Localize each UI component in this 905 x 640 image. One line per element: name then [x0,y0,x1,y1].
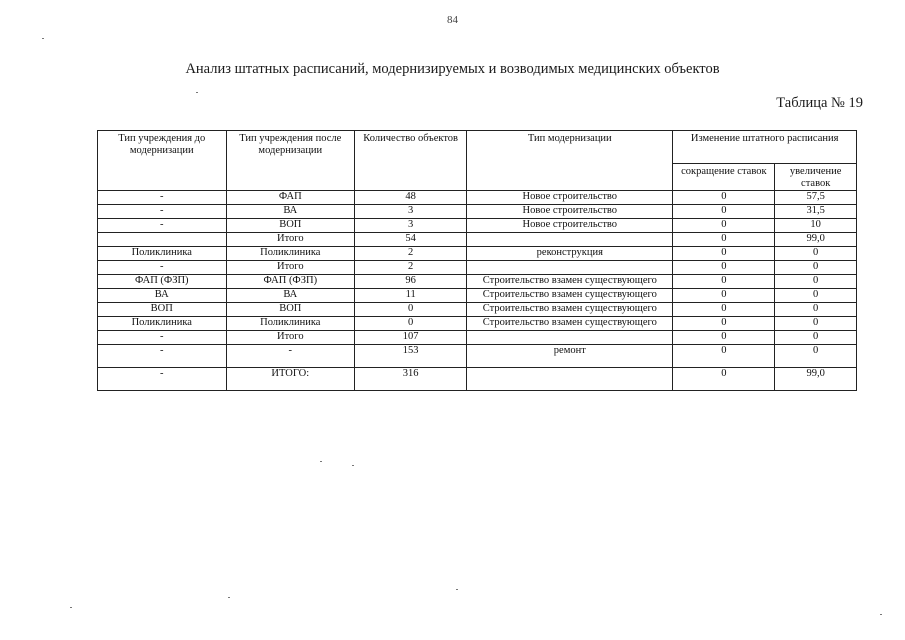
cell-reduction: 0 [673,289,775,303]
cell-modernization [467,233,673,247]
cell-increase: 10 [775,219,857,233]
cell-increase: 0 [775,261,857,275]
cell-modernization: ремонт [467,345,673,368]
header-reduction: сокращение ставок [673,164,775,191]
table-row [98,368,857,391]
cell-modernization: реконструкция [467,247,673,261]
table-row [98,317,857,331]
cell-count: 96 [355,275,467,289]
cell-modernization: Строительство взамен существующего [467,275,673,289]
table-label: Таблица № 19 [776,95,863,111]
header-count: Количество объектов [355,131,467,191]
cell-type-after: ФАП (ФЗП) [226,275,355,289]
table-row [98,303,857,317]
table-row [98,261,857,275]
cell-type-before: Поликлиника [98,317,227,331]
header-type-before: Тип учреждения до модернизации [98,131,227,191]
scan-speck [320,461,322,462]
cell-reduction: 0 [673,233,775,247]
cell-increase: 57,5 [775,191,857,205]
cell-type-after: ВА [226,289,355,303]
cell-modernization: Строительство взамен существующего [467,303,673,317]
cell-type-before: ВА [98,289,227,303]
cell-reduction: 0 [673,261,775,275]
cell-type-before: - [98,205,227,219]
table-row [98,191,857,205]
cell-reduction: 0 [673,247,775,261]
cell-count: 107 [355,331,467,345]
table-row [98,289,857,303]
cell-type-after: Итого [226,261,355,275]
cell-increase: 99,0 [775,368,857,391]
cell-count: 2 [355,247,467,261]
cell-modernization: Строительство взамен существующего [467,289,673,303]
scan-speck [880,614,882,615]
cell-modernization: Новое строительство [467,219,673,233]
cell-type-after: - [226,345,355,368]
cell-count: 153 [355,345,467,368]
cell-count: 54 [355,233,467,247]
cell-reduction: 0 [673,331,775,345]
cell-reduction: 0 [673,205,775,219]
table-row [98,233,857,247]
cell-modernization [467,368,673,391]
cell-type-after: ВА [226,205,355,219]
cell-reduction: 0 [673,219,775,233]
cell-type-after: ИТОГО: [226,368,355,391]
table-row [98,275,857,289]
cell-type-before: - [98,345,227,368]
scan-speck [228,597,230,598]
cell-type-after: ВОП [226,219,355,233]
header-modernization: Тип модернизации [467,131,673,191]
cell-reduction: 0 [673,275,775,289]
cell-type-before: - [98,261,227,275]
cell-reduction: 0 [673,191,775,205]
cell-count: 3 [355,219,467,233]
cell-modernization [467,261,673,275]
cell-count: 3 [355,205,467,219]
table-body [98,191,857,391]
cell-modernization: Строительство взамен существующего [467,317,673,331]
table-row [98,247,857,261]
cell-increase: 0 [775,275,857,289]
cell-modernization [467,331,673,345]
scan-speck [352,465,354,466]
page-number: 84 [447,14,458,26]
cell-increase: 0 [775,331,857,345]
cell-reduction: 0 [673,303,775,317]
cell-count: 48 [355,191,467,205]
header-increase: увеличение ставок [775,164,857,191]
cell-increase: 0 [775,247,857,261]
cell-type-after: ВОП [226,303,355,317]
cell-type-after: Поликлиника [226,247,355,261]
header-type-after: Тип учреждения после модернизации [226,131,355,191]
cell-type-before: - [98,331,227,345]
cell-count: 2 [355,261,467,275]
header-staff-change: Изменение штатного расписания [673,131,857,164]
table-row [98,345,857,368]
cell-count: 0 [355,303,467,317]
staffing-table [97,130,857,391]
cell-increase: 0 [775,303,857,317]
cell-reduction: 0 [673,345,775,368]
cell-type-after: Итого [226,233,355,247]
scan-speck [196,92,198,93]
cell-type-before: ВОП [98,303,227,317]
cell-count: 0 [355,317,467,331]
cell-type-before: ФАП (ФЗП) [98,275,227,289]
cell-reduction: 0 [673,368,775,391]
cell-type-before: - [98,219,227,233]
cell-increase: 0 [775,345,857,368]
table-row [98,205,857,219]
table-row [98,331,857,345]
scan-speck [42,38,44,39]
cell-modernization: Новое строительство [467,191,673,205]
scan-speck [70,607,72,608]
cell-increase: 0 [775,317,857,331]
cell-type-before: - [98,368,227,391]
table-row [98,219,857,233]
document-title: Анализ штатных расписаний, модернизируемых и возводимых медицинских объектов [185,61,720,77]
cell-type-after: Итого [226,331,355,345]
cell-type-after: Поликлиника [226,317,355,331]
cell-increase: 0 [775,289,857,303]
cell-increase: 99,0 [775,233,857,247]
cell-modernization: Новое строительство [467,205,673,219]
cell-type-after: ФАП [226,191,355,205]
cell-increase: 31,5 [775,205,857,219]
cell-count: 316 [355,368,467,391]
scan-speck [456,589,458,590]
cell-type-before: - [98,191,227,205]
cell-type-before: Поликлиника [98,247,227,261]
cell-reduction: 0 [673,317,775,331]
cell-type-before [98,233,227,247]
cell-count: 11 [355,289,467,303]
